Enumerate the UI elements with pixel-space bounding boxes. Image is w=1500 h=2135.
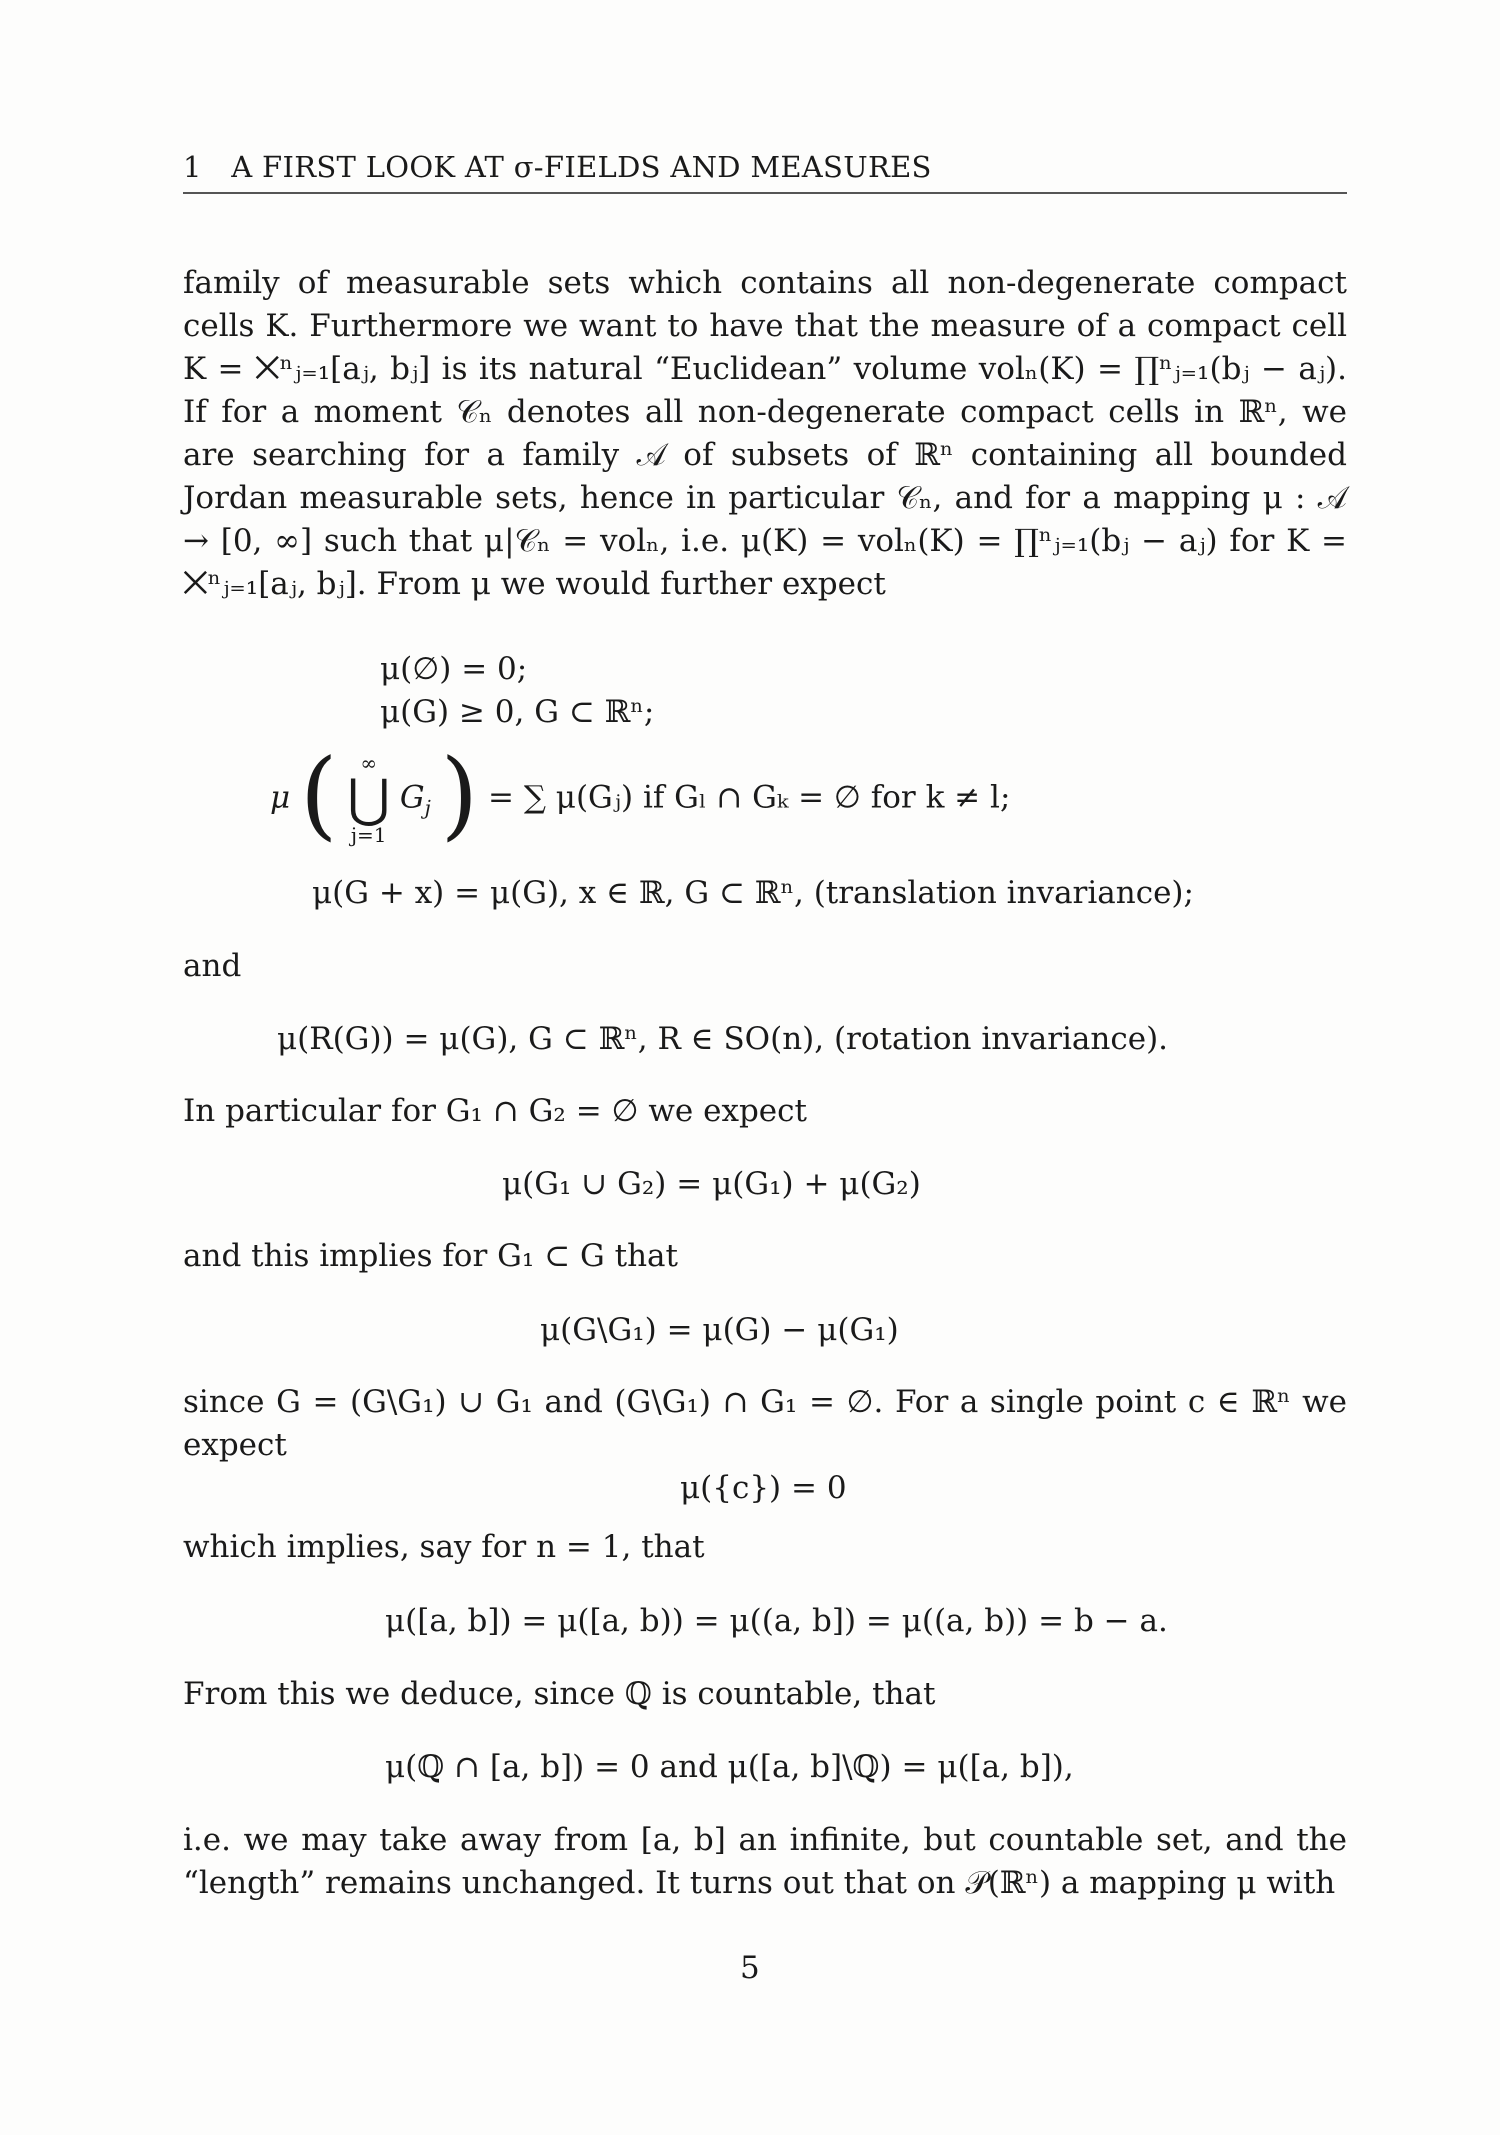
- paragraph-since: [183, 1381, 1347, 1467]
- equation-empty-set: μ(∅) = 0;: [380, 651, 528, 687]
- paragraph-intro: [183, 262, 1347, 606]
- equation-single-point: μ({c}) = 0: [680, 1470, 847, 1506]
- paragraph-disjoint: [183, 1090, 1347, 1133]
- page-number: 5: [740, 1950, 760, 1986]
- paragraph-which-implies: [183, 1526, 1347, 1569]
- paragraph-since-text: since G = (G\G₁) ∪ G₁ and (G\G₁) ∩ G₁ = ∅. For a single point c ∈ ℝⁿ we expect: [183, 1384, 1347, 1463]
- paragraph-conclusion-text: i.e. we may take away from [a, b] an infinite, but countable set, and the “length” remains unchanged. It turns out that on 𝒫(ℝⁿ) a mapping μ with: [183, 1822, 1347, 1901]
- equation-rationals: μ(ℚ ∩ [a, b]) = 0 and μ([a, b]\ℚ) = μ([a, b]),: [385, 1749, 1074, 1785]
- paragraph-which-implies-text: which implies, say for n = 1, that: [183, 1529, 705, 1565]
- union-upper-limit: ∞: [360, 751, 377, 775]
- paragraph-implies-text: and this implies for G₁ ⊂ G that: [183, 1238, 679, 1274]
- header-rule: [183, 192, 1347, 194]
- equation-difference: μ(G\G₁) = μ(G) − μ(G₁): [540, 1312, 899, 1348]
- union-lower-limit: j=1: [350, 823, 387, 847]
- chapter-number: 1: [183, 150, 202, 184]
- word-and: [183, 945, 1347, 988]
- paragraph-conclusion: [183, 1819, 1347, 1905]
- equation-finite-additivity: μ(G₁ ∪ G₂) = μ(G₁) + μ(G₂): [502, 1166, 921, 1202]
- equation-rotation-invariance: μ(R(G)) = μ(G), G ⊂ ℝⁿ, R ∈ SO(n), (rotation invariance).: [277, 1021, 1169, 1057]
- word-and-text: and: [183, 948, 242, 984]
- equation-intervals: μ([a, b]) = μ([a, b)) = μ((a, b]) = μ((a, b)) = b − a.: [385, 1603, 1168, 1639]
- equation-nonnegativity: μ(G) ≥ 0, G ⊂ ℝⁿ;: [380, 694, 655, 730]
- paragraph-intro-text: family of measurable sets which contains all non-degenerate compact cells K. Furthermore we want to have that the measure of a compact cell K = ⨉ⁿⱼ₌₁[aⱼ, bⱼ] is its natural “Euclidean” volume volₙ(K) = ∏ⁿⱼ₌₁(bⱼ − aⱼ). If for a moment 𝒞ₙ denotes all non-degenerate compact cells in ℝⁿ, we are searching for a family 𝒜 of subsets of ℝⁿ containing all bounded Jordan measurable sets, hence in particular 𝒞ₙ, and for a mapping μ : 𝒜 → [0, ∞] such that μ|𝒞ₙ = volₙ, i.e. μ(K) = volₙ(K) = ∏ⁿⱼ₌₁(bⱼ − aⱼ) for K = ⨉ⁿⱼ₌₁[aⱼ, bⱼ]. From μ we would further expect: [183, 265, 1347, 602]
- paragraph-implies: [183, 1235, 1347, 1278]
- paragraph-deduce-text: From this we deduce, since ℚ is countable, that: [183, 1676, 936, 1712]
- paragraph-deduce: [183, 1673, 1347, 1716]
- running-header: [183, 150, 1347, 184]
- paragraph-disjoint-text: In particular for G₁ ∩ G₂ = ∅ we expect: [183, 1093, 807, 1129]
- equation-translation-invariance: μ(G + x) = μ(G), x ∈ ℝ, G ⊂ ℝⁿ, (translation invariance);: [312, 875, 1194, 911]
- union-operator: ∞ ⋃ j=1: [347, 751, 390, 847]
- sigma-additivity-rhs: = ∑ μ(Gⱼ) if Gₗ ∩ Gₖ = ∅ for k ≠ l;: [487, 779, 1011, 816]
- equation-sigma-additivity: μ ( ∞ ⋃ j=1 $G_j$ ) = ∑ μ(Gⱼ) if Gₗ ∩ Gₖ = ∅ for k ≠ l;: [270, 738, 1011, 851]
- chapter-title: A FIRST LOOK AT σ-FIELDS AND MEASURES: [231, 150, 932, 184]
